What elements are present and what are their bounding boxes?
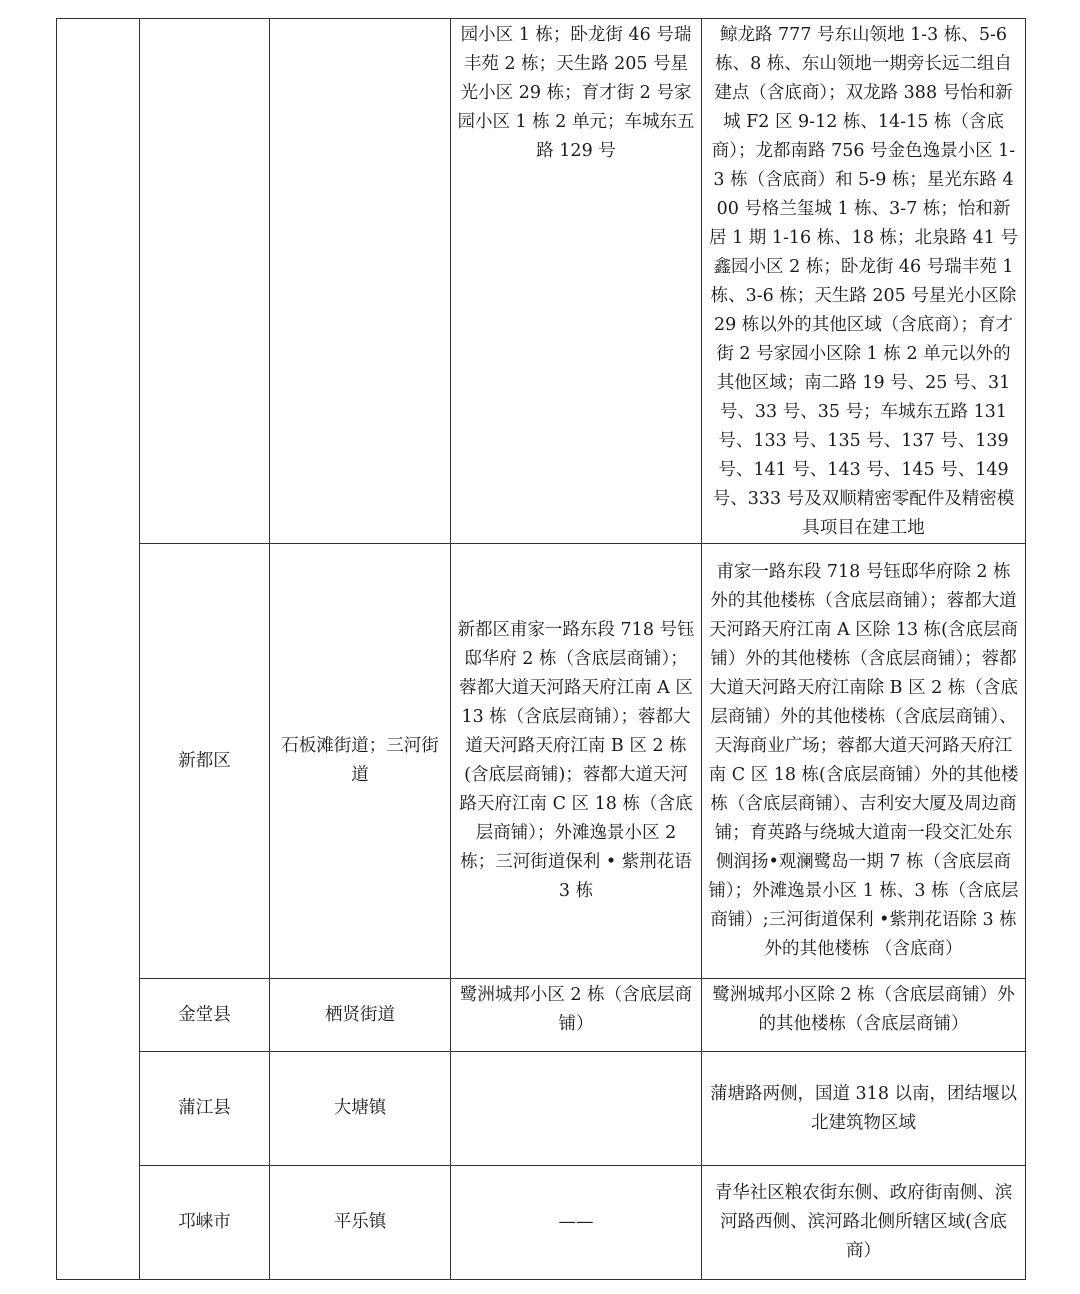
district-cell: 新都区	[140, 544, 270, 979]
table-row	[57, 979, 1026, 1052]
sealed-area-cell: ——	[451, 1166, 702, 1280]
street-cell: 栖贤街道	[270, 979, 451, 1052]
controlled-area-cell: 鹭洲城邦小区除 2 栋（含底层商铺）外的其他楼栋（含底层商铺）	[702, 979, 1026, 1052]
sealed-area-cell: 新都区甫家一路东段 718 号钰邸华府 2 栋（含底层商铺）；蓉都大道天河路天府江南 A 区 13 栋（含底层商铺）；蓉都大道天河路天府江南 B 区 2 栋(含底层商铺)；蓉都大道天河路天府江南 C 区 18 栋（含底层商铺）；外滩逸景小区 2 栋；三河街道保利 • 紫荆花语 3 栋	[451, 544, 702, 979]
street-cell: 大塘镇	[270, 1052, 451, 1166]
table-row	[57, 1166, 1026, 1280]
controlled-area-cell: 蒲塘路两侧，国道 318 以南，团结堰以北建筑物区域	[702, 1052, 1026, 1166]
sealed-area-cell	[451, 1052, 702, 1166]
street-cell	[270, 19, 451, 544]
controlled-area-cell: 甫家一路东段 718 号钰邸华府除 2 栋外的其他楼栋（含底层商铺）；蓉都大道天河路天府江南 A 区除 13 栋(含底层商铺）外的其他楼栋（含底层商铺）；蓉都大道天河路天府江南除 B 区 2 栋（含底层商铺）外的其他楼栋（含底层商铺）、天海商业广场；蓉都大道天河路天府江南 C 区 18 栋(含底层商铺）外的其他楼栋（含底层商铺）、吉利安大厦及周边商铺；育英路与绕城大道南一段交汇处东侧润扬•观澜鹭岛一期 7 栋（含底层商铺）；外滩逸景小区 1 栋、3 栋（含底层商铺）;三河街道保利 •紫荆花语除 3 栋外的其他楼栋 （含底商）	[702, 544, 1026, 979]
street-cell: 石板滩街道；三河街道	[270, 544, 451, 979]
controlled-area-cell: 鲸龙路 777 号东山领地 1-3 栋、5-6 栋、8 栋、东山领地一期旁长远二组自建点（含底商）；双龙路 388 号怡和新城 F2 区 9-12 栋、14-15 栋（含底商）；龙都南路 756 号金色逸景小区 1-3 栋（含底商）和 5-9 栋；星光东路 400 号格兰玺城 1 栋、3-7 栋；怡和新居 1 期 1-16 栋、18 栋；北泉路 41 号鑫园小区 2 栋；卧龙街 46 号瑞丰苑 1 栋、3-6 栋；天生路 205 号星光小区除 29 栋以外的其他区域（含底商）；育才街 2 号家园小区除 1 栋 2 单元以外的其他区域；南二路 19 号、25 号、31 号、33 号、35 号；车城东五路 131 号、133 号、135 号、137 号、139 号、141 号、143 号、145 号、149 号、333 号及双顺精密零配件及精密模具项目在建工地	[702, 19, 1026, 544]
table-row	[57, 544, 1026, 979]
district-cell	[140, 19, 270, 544]
sealed-area-cell: 鹭洲城邦小区 2 栋（含底层商铺）	[451, 979, 702, 1052]
controlled-area-cell: 青华社区粮农街东侧、政府街南侧、滨河路西侧、滨河路北侧所辖区域(含底商）	[702, 1166, 1026, 1280]
district-cell: 蒲江县	[140, 1052, 270, 1166]
table-row	[57, 19, 1026, 544]
district-cell: 邛崃市	[140, 1166, 270, 1280]
street-cell: 平乐镇	[270, 1166, 451, 1280]
table-row	[57, 1052, 1026, 1166]
sealed-area-cell: 园小区 1 栋；卧龙街 46 号瑞丰苑 2 栋；天生路 205 号星光小区 29 栋；育才街 2 号家园小区 1 栋 2 单元；车城东五路 129 号	[451, 19, 702, 544]
index-column-cell	[57, 19, 140, 1280]
district-cell: 金堂县	[140, 979, 270, 1052]
area-table	[56, 18, 1026, 1280]
